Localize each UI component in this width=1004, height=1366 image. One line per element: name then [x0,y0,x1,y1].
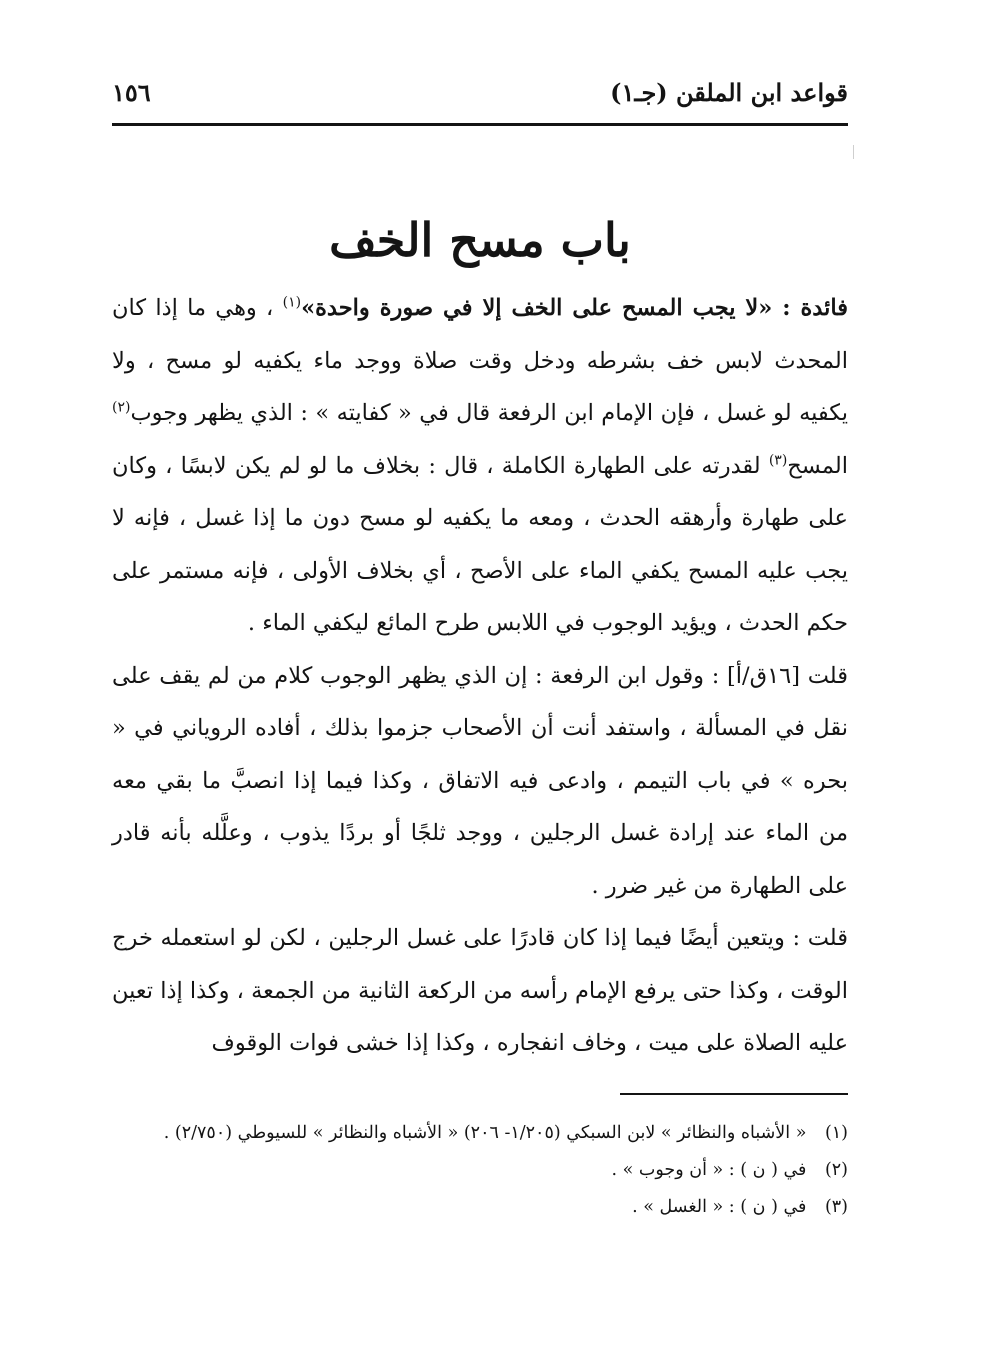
footnote-separator [620,1093,848,1095]
page-number: ١٥٦ [112,78,151,107]
paragraph-1-text-a: ، وهي ما إذا كان المحدث لابس خف بشرطه ودخل وقت صلاة ووجد ماء يكفيه لو مسح ، ولا يكفيه لو غسل ، فإن الإمام ابن الرفعة قال في « كفايته » : الذي يظهر وجوب [112,295,848,426]
footnote-text: في ( ن ) : « أن وجوب » . [611,1160,807,1180]
chapter-title: باب مسح الخف [329,213,631,267]
footnote-ref-2[interactable]: (٢) [112,399,131,416]
footnote-number: (١) [824,1123,848,1143]
header-rule [112,123,848,126]
footnote-3 [112,1189,848,1226]
footnotes [112,1115,848,1226]
footnote-number: (٣) [824,1197,848,1217]
faida-label: فائدة : [772,295,848,321]
footnote-ref-1[interactable]: (١) [282,294,302,311]
footnote-ref-3[interactable]: (٣) [768,452,788,468]
running-title: قواعد ابن الملقن (جـ١) [610,78,848,107]
footnote-1 [112,1115,848,1152]
paragraph-1 [112,282,848,650]
faida-quote: «لا يجب المسح على الخف إلا في صورة واحدة» [301,295,773,321]
paragraph-3: قلت : ويتعين أيضًا فيما إذا كان قادرًا على غسل الرجلين ، لكن لو استعمله خرج الوقت ، وكذا حتى يرفع الإمام رأسه من الركعة الثانية من الجمعة ، وكذا إذا تعين عليه الصلاة على ميت ، وخاف انفجاره ، وكذا إذا خشى فوات الوقوف [112,925,848,1056]
paragraph-1-text-c: لقدرته على الطهارة الكاملة ، قال : بخلاف ما لو لم يكن لابسًا ، وكان على طهارة وأرهقه الحدث ، ومعه ما يكفيه لو مسح دون ما إذا غسل ، فإنه لا يجب عليه المسح يكفي الماء على الأصح ، أي بخلاف الأولى ، فإنه مستمر على حكم الحدث ، ويؤيد الوجوب في اللابس طرح المائع ليكفي الماء . [112,452,848,636]
main-text [112,282,848,1070]
footnote-text: « الأشباه والنظائر » لابن السبكي (١/٢٠٥- ٢٠٦) « الأشباه والنظائر » للسيوطي (٢/٧٥٠) . [163,1123,807,1143]
paragraph-2: قلت [١٦ق/أ] : وقول ابن الرفعة : إن الذي يظهر الوجوب كلام من لم يقف على نقل في المسألة ، واستفد أنت أن الأصحاب جزموا بذلك ، أفاده الروياني في « بحره » في باب التيمم ، وادعى فيه الاتفاق ، وكذا فيما إذا انصبَّ ما بقي معه من الماء عند إرادة غسل الرجلين ، ووجد ثلجًا أو بردًا يذوب ، وعلَّله بأنه قادر على الطهارة من غير ضرر . [112,662,848,899]
paragraph-1-text-b: المسح [787,452,848,479]
footnote-2 [112,1152,848,1189]
footnote-text: في ( ن ) : « الغسل » . [632,1197,807,1217]
margin-mark [853,145,854,159]
footnote-number: (٢) [824,1160,848,1180]
page-header [112,74,848,122]
